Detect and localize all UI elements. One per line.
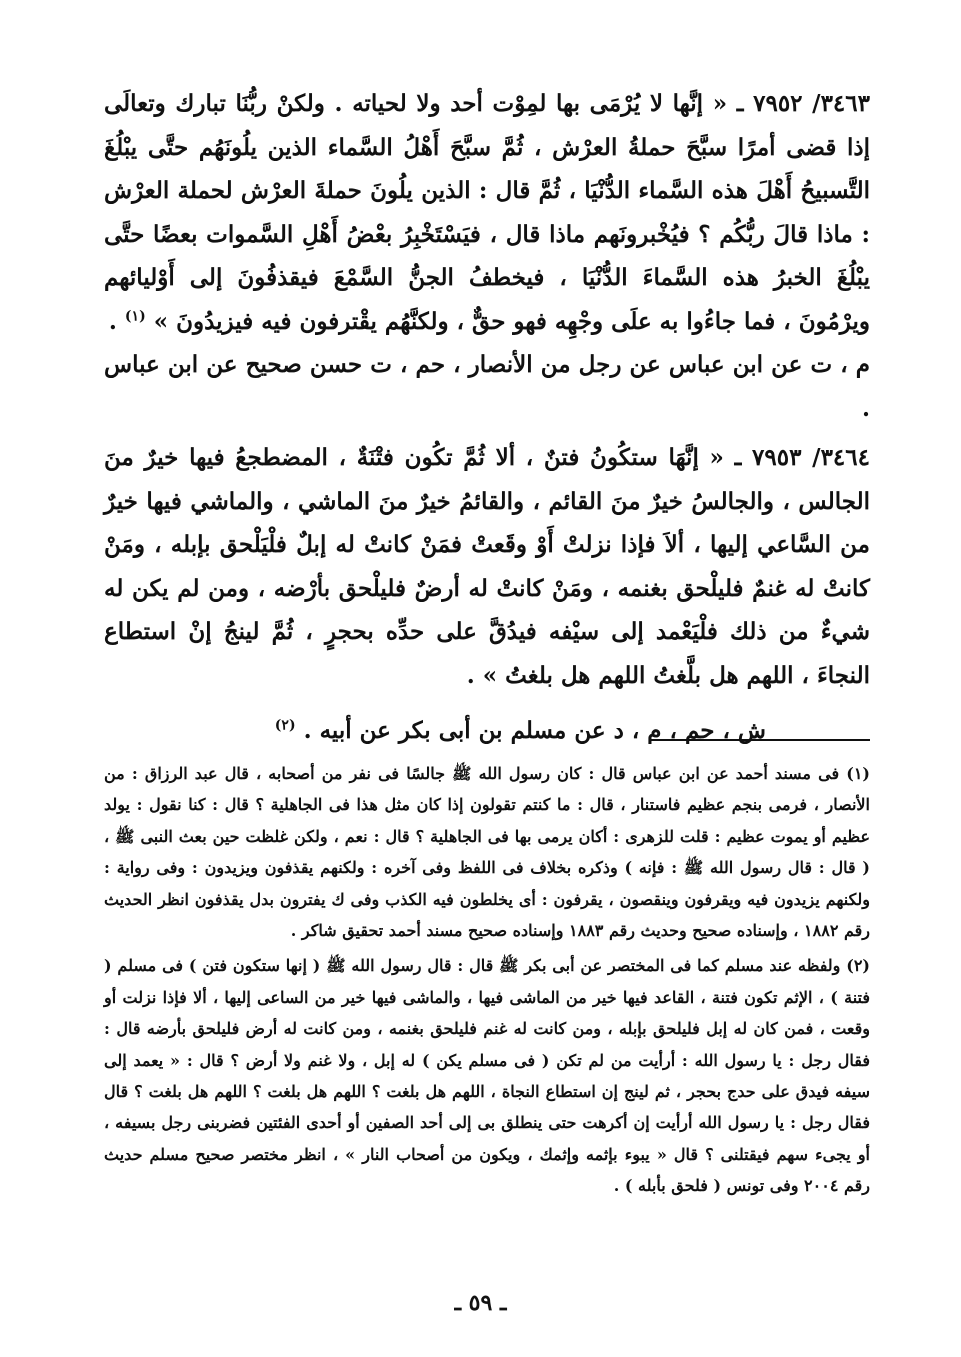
footnote-ref-1: (١): [124, 307, 146, 324]
hadith-3463-sources: م ، ت عن ابن عباس عن رجل من الأنصار ، حم ، ت حسن صحيح عن ابن عباس .: [104, 351, 870, 422]
footnote-2-ref: (٢): [846, 956, 870, 976]
hadith-3464: ٣٤٦٤/ ٧٩٥٣ ـ « إنَّهَا ستكُونُ فتنٌ ، ألا ثُمَّ تكُون فتْنَةٌ ، المضطجعُ فيها خيرٌ منَ الجالس ، والجالسُ خيرٌ منَ القائم ، والقائمُ خيرٌ منَ الماشي ، والماشي فيها خيرٌ من السَّاعي إليها ، ألاَ فإذا نزلتْ أَوْ وقَعتْ فمَنْ كانتْ له إبلٌ فلْيَلْحق بإبله ، ومَنْ كانتْ له غنمٌ فليلْحق بغنمه ، ومَنْ كانتْ له أرضٌ فليلْحق بأرْضه ، ومن لم يكن له شيءٌ من ذلك فلْيَعْمد إلى سيْفه فيدُقَّ على حدِّه بحجرٍ ، ثُمَّ لينجُ إنْ استطاع النجاءَ ، اللهم هل بلَّغتُ اللهم هل بلغتُ » .: [104, 444, 870, 689]
hadith-3464-sources: ش ، حم ، م ، د عن مسلم بن أبى بكر عن أبيه .: [303, 717, 766, 744]
main-text: [104, 82, 870, 753]
footnotes: [104, 758, 870, 1202]
footnote-2: [104, 950, 870, 1201]
footnote-divider: [650, 739, 870, 741]
footnote-1-ref: (١): [846, 764, 870, 783]
hadith-3464-sources-line: [104, 709, 870, 753]
footnote-1-text: فى مسند أحمد عن ابن عباس قال : كان رسول الله ﷺ جالسًا فى نفر من أصحابه ، قال عبد الرزاق : من الأنصار ، فرمى بنجم عظيم فاستنار ، قال : ما كنتم تقولون إذا كان مثل هذا فى الجاهلية ؟ قال : كنا نقول : يولد عظيم أو يموت عظيم : قلت للزهرى : أكان يرمى بها فى الجاهلية ؟ قال : نعم ، ولكن غلظت حين بعث النبى ﷺ ، ( قال : قال رسول الله ﷺ : فإنه ) وذكره بخلاف فى اللفظ وفى آخره : ولكنهم يقذفون ويزيدون : وفى رواية : ولكنهم يزيدون فيه ويقرفون وينقصون ، يقرفون : أى يخلطون فيه الكذب وفى ك يفترون بدل يقذفون انظر الحديث رقم ١٨٨٢ ، وإسناده صحيح وحديث رقم ١٨٨٣ وإسناده صحيح مسند أحمد تحقيق شاكر .: [104, 764, 870, 941]
hadith-3463-end: .: [108, 307, 125, 335]
footnote-2-text: ولفظه عند مسلم كما فى المختصر عن أبى بكر ﷺ قال : قال رسول الله ﷺ ( إنها ستكون فتن ) فى مسلم ( فتنة ) ، الإثم تكون فتنة ، القاعد فيها خير من الماشى فيها ، والماشى فيها خير من الساعى إليها ، ألا فإذا نزلت أو وقعت ، فمن كان له إبل فليلحق بإبله ، ومن كانت له غنم فليلحق بغنمه ، ومن كانت له أرض فليلحق بأرضه قال : فقال رجل : يا رسول الله : أرأيت من لم تكن ( فى مسلم يكن ) له إبل ، ولا غنم ولا أرض ؟ قال : « يعمد إلى سيفه فيدق على حدج بحجر ، ثم لينج إن استطاع النجاة ، اللهم هل بلغت ؟ اللهم هل بلغت ؟ اللهم هل بلغت ؟ قال فقال رجل : يا رسول الله أرأيت إن أكرهت حتى ينطلق بى إلى أحد الصفين أو أحدى الفئتين فضربنى رجل بسيفه ، أو يجىء سهم فيقتلنى ؟ قال « يبوء بإثمه وإثمك ، ويكون من أصحاب النار » ، انظر مختصر صحيح مسلم حديث رقم ٢٠٠٤ وفى تونس ( فلحق بأبله ) .: [104, 956, 871, 1196]
footnote-ref-2: (٢): [274, 717, 296, 734]
hadith-3463: [104, 82, 870, 343]
page-number: ـ ٥٩ ـ: [454, 1290, 507, 1316]
hadith-3463-text: ٣٤٦٣/ ٧٩٥٢ ـ « إنَّها لا يُرْمَى بها لمِوْت أحد ولا لحياته . ولكنْ ربُّنَا تبارك وتعالَى إذا قضى أمرًا سبَّحَ حملةُ العرْش ، ثُمَّ سبَّحَ أَهْلُ السَّماء الذين يلُونَهُم حتَّى يبْلُغَ التَّسبيحُ أَهْلَ هذه السَّماء الدُّنْيَا ، ثُمَّ قال : الذين يلُونَ حملةَ العرْش لحملة العرْش : ماذا قالَ ربُّكُم ؟ فيُخْبرونَهم ماذا قال ، فيَسْتَخْبِرُ بعْضُ أَهْلِ السَّموات بعضًا حتَّى يبْلُغَ الخبرُ هذه السَّماءَ الدُّنْيَا ، فيخطفُ الجنُّ السَّمْعَ فيقذفُونَ إلى أَوْليائهم ويرْمُونَ ، فما جاءُوا به علَى وجْهِه فهو حقٌّ ، ولكنَّهُم يقْترفون فيه فيزيدُونَ »: [104, 90, 870, 335]
footnote-1: [104, 758, 870, 946]
